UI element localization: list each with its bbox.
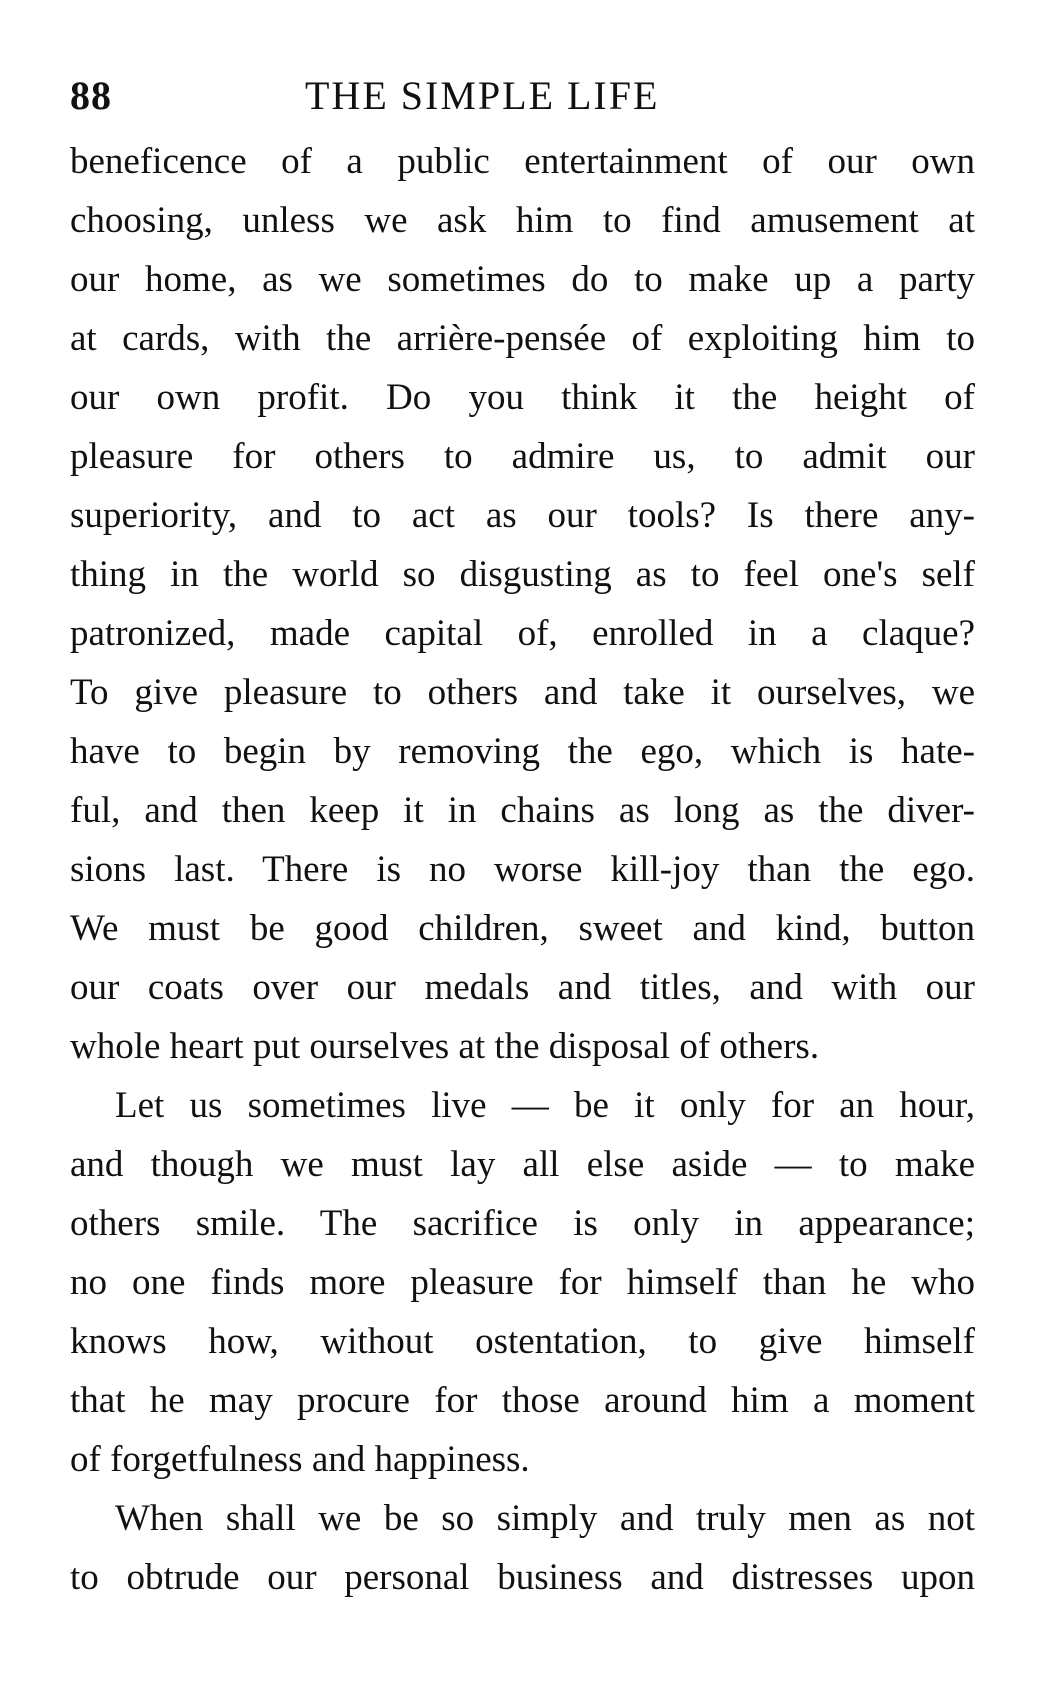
page-header — [70, 72, 975, 124]
text-line: Let us sometimes live — be it only for an hour, — [115, 1085, 975, 1126]
paragraph-2 — [70, 1076, 975, 1489]
text-line: at cards, with the arrière-pensée of exploiting him to — [70, 318, 975, 359]
text-line: To give pleasure to others and take it ourselves, we — [70, 672, 975, 713]
text-line: We must be good children, sweet and kind, button — [70, 908, 975, 949]
text-line: whole heart put ourselves at the disposal of others. — [70, 1026, 820, 1067]
paragraph-1 — [70, 132, 975, 1076]
text-line: and though we must lay all else aside — to make — [70, 1144, 975, 1185]
text-line: When shall we be so simply and truly men as not — [115, 1498, 975, 1539]
text-line: our home, as we sometimes do to make up a party — [70, 259, 975, 300]
text-line: knows how, without ostentation, to give himself — [70, 1321, 975, 1362]
page-number: 88 — [70, 73, 112, 118]
text-line: beneficence of a public entertainment of our own — [70, 141, 975, 182]
text-line: thing in the world so disgusting as to feel one's self — [70, 554, 975, 595]
text-line: that he may procure for those around him a moment — [70, 1380, 975, 1421]
book-page — [70, 72, 975, 1607]
text-line: superiority, and to act as our tools? Is there any- — [70, 495, 975, 536]
text-line: have to begin by removing the ego, which is hate- — [70, 731, 975, 772]
text-line: of forgetfulness and happiness. — [70, 1439, 530, 1480]
paragraph-3 — [70, 1489, 975, 1607]
running-title: THE SIMPLE LIFE — [305, 73, 660, 118]
text-line: no one finds more pleasure for himself than he who — [70, 1262, 975, 1303]
text-line: ful, and then keep it in chains as long as the diver- — [70, 790, 975, 831]
text-line: sions last. There is no worse kill-joy than the ego. — [70, 849, 975, 890]
text-line: patronized, made capital of, enrolled in a claque? — [70, 613, 975, 654]
text-line: pleasure for others to admire us, to admit our — [70, 436, 975, 477]
text-line: to obtrude our personal business and distresses upon — [70, 1557, 975, 1598]
text-line: our coats over our medals and titles, and with our — [70, 967, 975, 1008]
text-line: our own profit. Do you think it the height of — [70, 377, 975, 418]
text-line: others smile. The sacrifice is only in appearance; — [70, 1203, 975, 1244]
text-line: choosing, unless we ask him to find amusement at — [70, 200, 975, 241]
